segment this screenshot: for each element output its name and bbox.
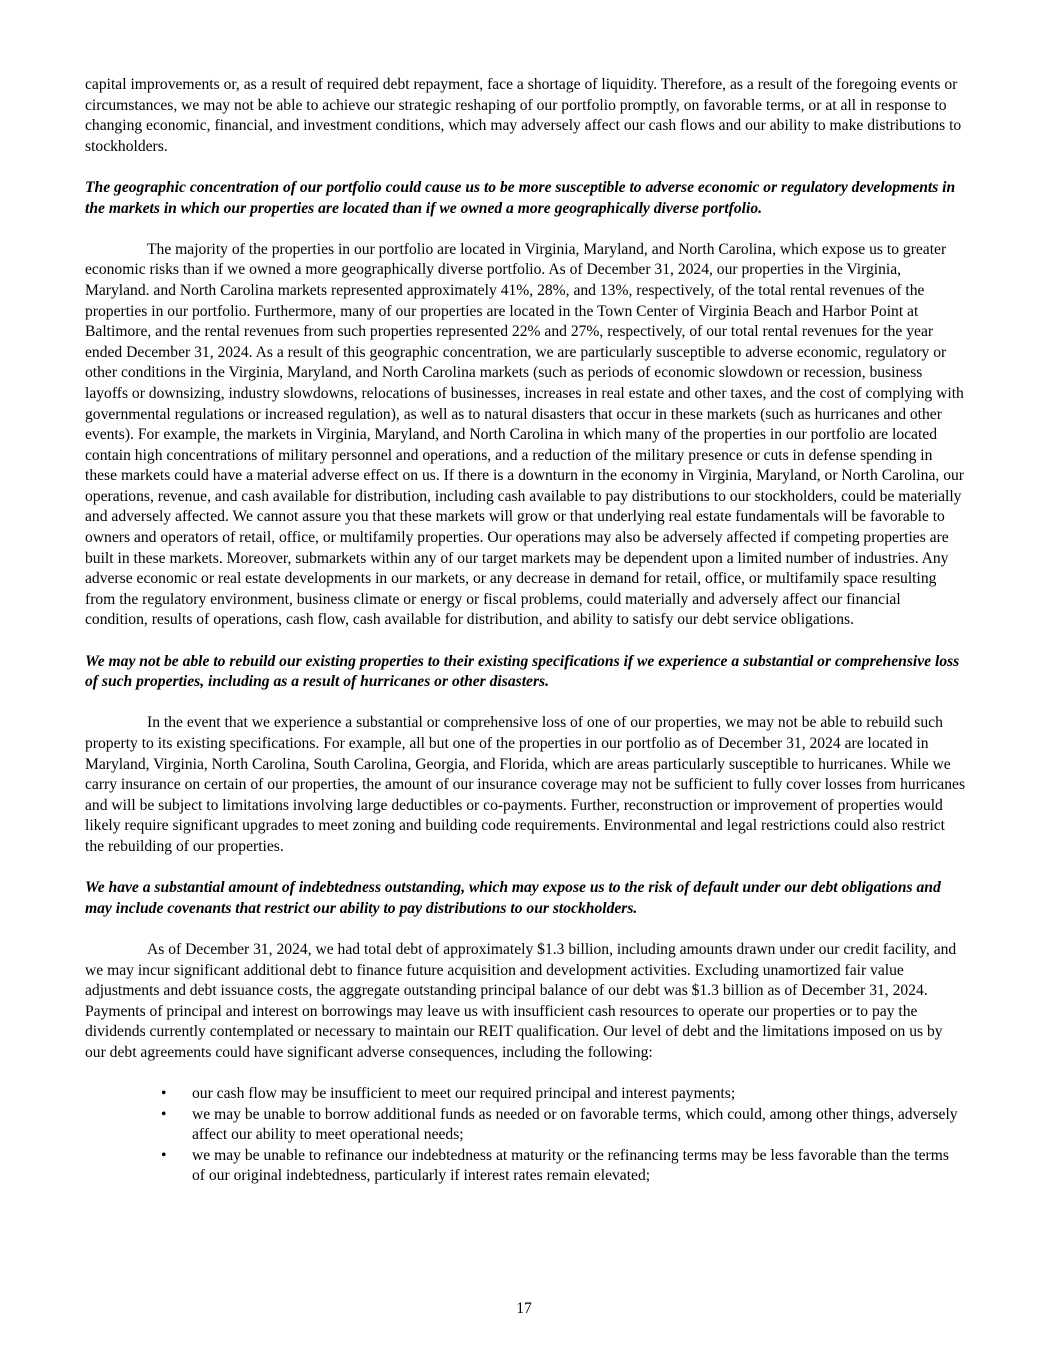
consequences-list (85, 1084, 965, 1187)
list-item (85, 1105, 965, 1146)
section-heading-geographic-concentration: The geographic concentration of our portfolio could cause us to be more susceptible to adverse economic or regulatory developments in the markets in which our properties are located than if we owned a more geographically diverse portfolio. (85, 178, 956, 217)
section-paragraph-indebtedness: As of December 31, 2024, we had total debt of approximately $1.3 billion, including amounts drawn under our credit facility, and we may incur significant additional debt to finance future acquisition and development activities. Excluding unamortized fair value adjustments and debt issuance costs, the aggregate outstanding principal balance of our debt was $1.3 billion as of December 31, 2024. Payments of principal and interest on borrowings may leave us with insufficient cash resources to operate our properties or to pay the dividends currently contemplated or necessary to maintain our REIT qualification. Our level of debt and the limitations imposed on us by our debt agreements could have significant adverse consequences, including the following: (85, 940, 957, 1061)
bullet-icon: • (161, 1105, 167, 1123)
intro-paragraph: capital improvements or, as a result of required debt repayment, face a shortage of liquidity. Therefore, as a result of the foregoing events or circumstances, we may not be able to achieve our strategic reshaping of our portfolio promptly, on favorable terms, or at all in response to changing economic, financial, and investment conditions, which may adversely affect our cash flows and our ability to make distributions to stockholders. (85, 76, 962, 155)
page-content (85, 75, 965, 1187)
section-paragraph-rebuild-properties: In the event that we experience a substantial or comprehensive loss of one of our properties, we may not be able to rebuild such property to its existing specifications. For example, all but one of the properties in our portfolio as of December 31, 2024 are located in Maryland, Virginia, North Carolina, South Carolina, Georgia, and Florida, which are areas particularly susceptible to hurricanes. While we carry insurance on certain of our properties, the amount of our insurance coverage may not be sufficient to fully cover losses from hurricanes and will be subject to limitations involving large deductibles or co-payments. Further, reconstruction or improvement of properties would likely require significant upgrades to meet zoning and building code requirements. Environmental and legal restrictions could also restrict the rebuilding of our properties. (85, 714, 966, 855)
list-item-text: our cash flow may be insufficient to meet our required principal and interest payments; (192, 1085, 736, 1103)
list-item-text: we may be unable to borrow additional funds as needed or on favorable terms, which could, among other things, adversely affect our ability to meet operational needs; (192, 1105, 958, 1144)
section-heading-rebuild-properties: We may not be able to rebuild our existing properties to their existing specifications if we experience a substantial or comprehensive loss of such properties, including as a result of hurricanes or other disasters. (85, 652, 960, 691)
list-item-text: we may be unable to refinance our indebtedness at maturity or the refinancing terms may be less favorable than the terms of our original indebtedness, particularly if interest rates remain elevated; (192, 1146, 949, 1185)
list-item (85, 1084, 965, 1105)
bullet-icon: • (161, 1085, 167, 1103)
bullet-icon: • (161, 1146, 167, 1164)
list-item (85, 1146, 965, 1187)
section-heading-indebtedness: We have a substantial amount of indebtedness outstanding, which may expose us to the risk of default under our debt obligations and may include covenants that restrict our ability to pay distributions to our stockholders. (85, 879, 941, 917)
page-number: 17 (516, 1300, 532, 1317)
section-paragraph-geographic-concentration: The majority of the properties in our portfolio are located in Virginia, Maryland, and North Carolina, which expose us to greater economic risks than if we owned a more geographically diverse portfolio. As of December 31, 2024, our properties in the Virginia, Maryland. and North Carolina markets represented approximately 41%, 28%, and 13%, respectively, of the total rental revenues of the properties in our portfolio. Furthermore, many of our properties are located in the Town Center of Virginia Beach and Harbor Point at Baltimore, and the rental revenues from such properties represented 22% and 27%, respectively, of our total rental revenues for the year ended December 31, 2024. As a result of this geographic concentration, we are particularly susceptible to adverse economic, regulatory or other conditions in the Virginia, Maryland, and North Carolina markets (such as periods of economic slowdown or recession, business layoffs or downsizing, industry slowdowns, relocations of businesses, increases in real estate and other taxes, and the cost of complying with governmental regulations or increased regulation), as well as to natural disasters that occur in these markets (such as hurricanes and other events). For example, the markets in Virginia, Maryland, and North Carolina in which many of the properties in our portfolio are located contain high concentrations of military personnel and operations, and a reduction of the military presence or cuts in defense spending in these markets could have a material adverse effect on us. If there is a downturn in the economy in Virginia, Maryland, or North Carolina, our operations, revenue, and cash available for distribution, including cash available to pay distributions to our stockholders, could be materially and adversely affected. We cannot assure you that these markets will grow or that underlying real estate fundamentals will be favorable to owners and operators of retail, office, or multifamily properties. Our operations may also be adversely affected if competing properties are built in these markets. Moreover, submarkets within any of our target markets may be dependent upon a limited number of industries. Any adverse economic or real estate developments in our markets, or any decrease in demand for retail, office, or multifamily space resulting from the regulatory environment, business climate or energy or fiscal problems, could materially and adversely affect our financial condition, results of operations, cash flow, cash available for distribution, and ability to satisfy our debt service obligations. (85, 240, 964, 629)
